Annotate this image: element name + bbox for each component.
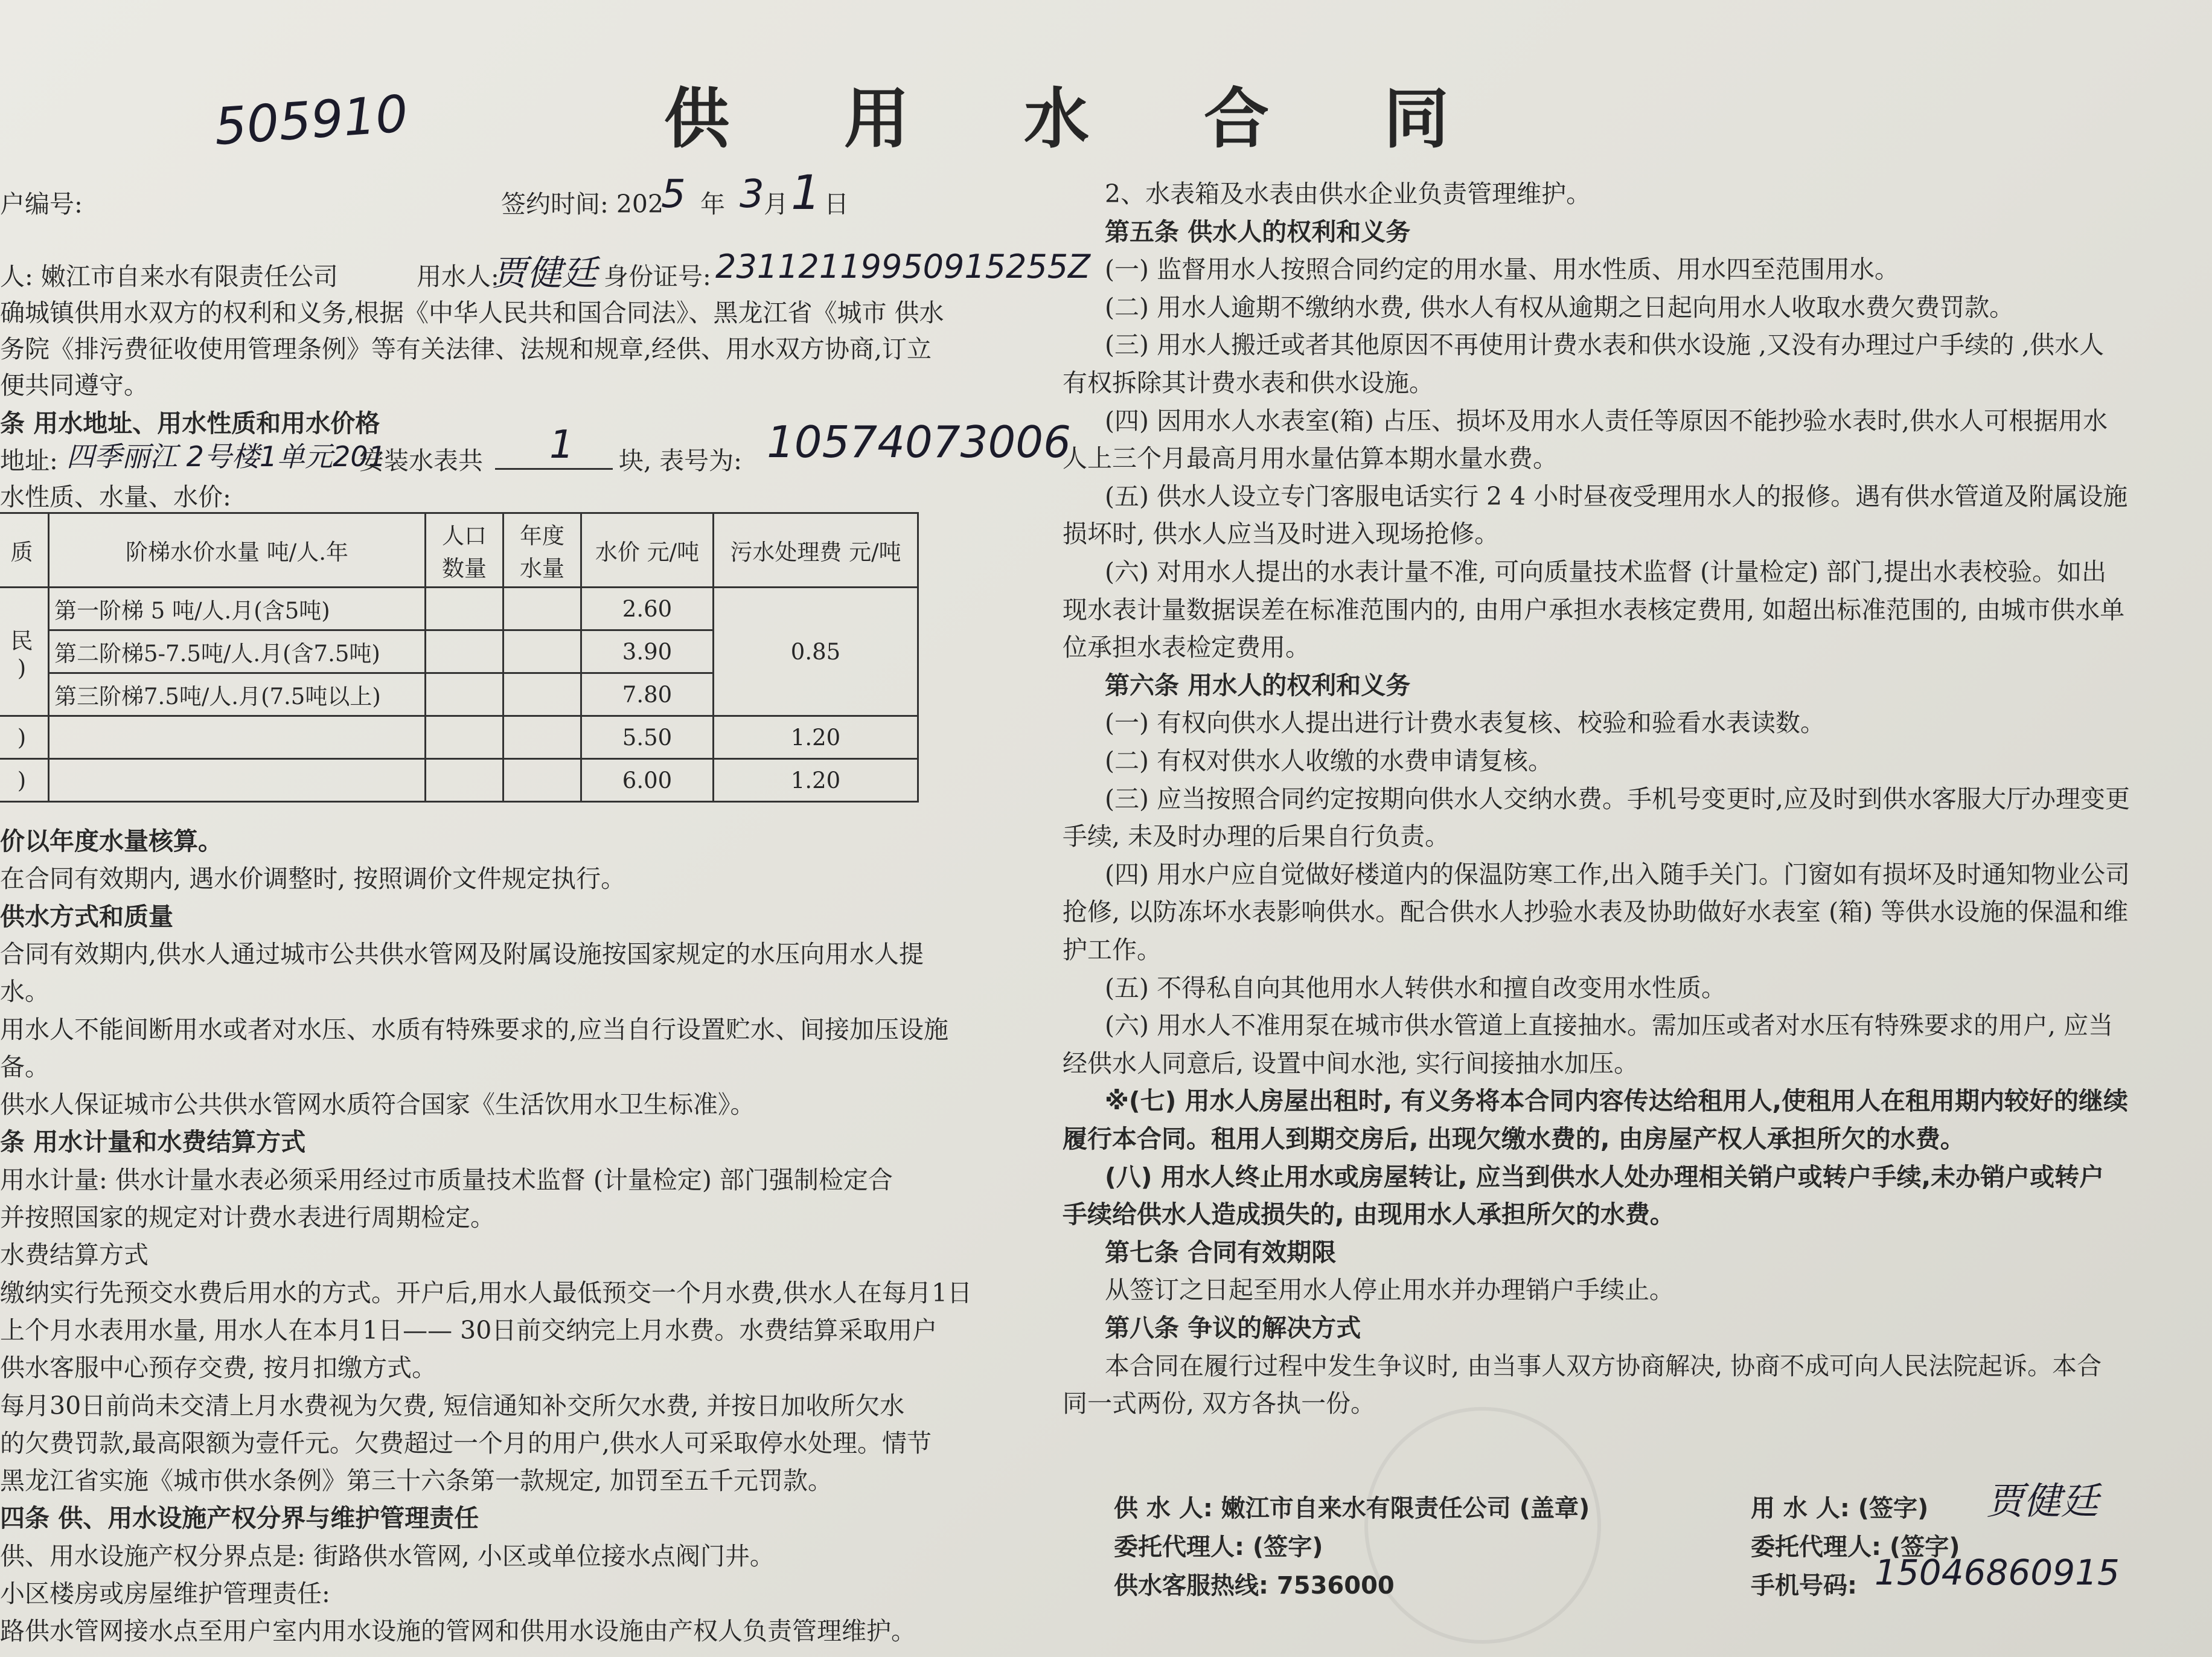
phone-handwritten: 15046860915 — [1875, 1552, 2120, 1593]
document-title: 供用水合同 — [664, 81, 1564, 157]
body-line: (四) 因用水人水表室(箱) 占压、损坏及用水人责任等原因不能抄验水表时,供水人可根据用水 — [1105, 406, 2108, 435]
annual-volume-cell — [503, 716, 581, 759]
body-line: (一) 监督用水人按照合同约定的用水量、用水性质、用水四至范围用水。 — [1105, 255, 1900, 284]
table-row — [0, 588, 918, 630]
year-label: 年 — [700, 190, 725, 219]
header-cell: 阶梯水价水量 吨/人.年 — [49, 513, 426, 588]
sewage-cell: 0.85 — [714, 588, 918, 716]
section-heading: 第六条 用水人的权利和义务 — [1105, 670, 1411, 700]
price-cell: 7.80 — [581, 673, 714, 716]
annual-volume-cell — [503, 759, 581, 802]
body-line: 缴纳实行先预交水费后用水的方式。开户后,用水人最低预交一个月水费,供水人在每月1日 — [0, 1278, 973, 1307]
user-agent-line: 委托代理人: (签字) — [1751, 1533, 1960, 1561]
sign-date-label: 签约时间: 202 — [501, 190, 664, 219]
resident-label: 民 ) — [0, 588, 49, 716]
section-heading: 履行本合同。租用人到期交房后, 出现欠缴水费的, 由房屋产权人承担所欠的水费。 — [1063, 1124, 1965, 1153]
body-line: (三) 应当按照合同约定按期向供水人交纳水费。手机号变更时,应及时到供水客服大厅办理变更 — [1105, 784, 2130, 813]
body-line: 路供水管网接水点至用户室内用水设施的管网和供用水设施由产权人负责管理维护。 — [0, 1617, 916, 1646]
tier-cell — [49, 759, 426, 802]
section-heading: 四条 供、用水设施产权分界与维护管理责任 — [0, 1504, 479, 1533]
body-line: 从签订之日起至用水人停止用水并办理销户手续止。 — [1105, 1275, 1674, 1305]
body-line: 护工作。 — [1063, 935, 1162, 964]
body-line: 现水表计量数据误差在标准范围内的, 由用户承担水表核定费用, 如超出标准范围的, 由城市供水单 — [1063, 595, 2125, 624]
article-1-title: 条 用水地址、用水性质和用水价格 — [0, 409, 380, 438]
intro-line: 便共同遵守。 — [0, 371, 149, 400]
month-label: 月 — [764, 190, 788, 219]
body-line: 水费结算方式 — [0, 1240, 149, 1270]
user-signature-line: 用 水 人: (签字) — [1751, 1495, 1929, 1522]
header-cell: 水价 元/吨 — [581, 513, 714, 588]
install-label: 安装水表共 — [359, 446, 483, 475]
supplier-agent-line: 委托代理人: (签字) — [1114, 1533, 1323, 1561]
supplier-signature-line: 供 水 人: 嫩江市自来水有限责任公司 (盖章) — [1114, 1495, 1590, 1522]
body-line: (二) 用水人逾期不缴纳水费, 供水人有权从逾期之日起向用水人收取水费欠费罚款。 — [1105, 292, 2015, 322]
user-signature-handwritten: 贾健廷 — [1986, 1479, 2099, 1523]
intro-line: 确城镇供用水双方的权利和义务,根据《中华人民共和国合同法》、黑龙江省《城市 供水 — [0, 298, 944, 327]
population-cell — [426, 759, 503, 802]
sign-year: 5 — [661, 172, 686, 217]
population-cell — [426, 673, 503, 716]
body-line: 上个月水表用水量, 用水人在本月1日—— 30日前交纳完上月水费。水费结算采取用户 — [0, 1315, 938, 1345]
address-handwritten: 四季丽江 2号楼1单元201 — [66, 440, 386, 473]
population-cell — [426, 716, 503, 759]
id-number-handwritten: 23112119950915255Z — [715, 248, 1091, 286]
section-heading: 第五条 供水人的权利和义务 — [1105, 217, 1411, 246]
sewage-cell: 1.20 — [714, 759, 918, 802]
body-line: 同一式两份, 双方各执一份。 — [1063, 1389, 1376, 1418]
body-line: 的欠费罚款,最高限额为壹仟元。欠费超过一个月的用户,供水人可采取停水处理。情节 — [0, 1428, 932, 1458]
intro-line: 务院《排污费征收使用管理条例》等有关法律、法规和规章,经供、用水双方协商,订立 — [0, 335, 932, 364]
body-line: 抢修, 以防冻坏水表影响供水。配合供水人抄验水表及协助做好水表室 (箱) 等供水设施的保温和维 — [1063, 897, 2129, 927]
body-line: 损坏时, 供水人应当及时进入现场抢修。 — [1063, 519, 1500, 549]
meter-count-handwritten: 1 — [549, 423, 574, 467]
body-line: 用水计量: 供水计量水表必须采用经过市质量技术监督 (计量检定) 部门强制检定合 — [0, 1165, 893, 1194]
table-header-row — [0, 513, 918, 588]
body-line: (一) 有权向供水人提出进行计费水表复核、校验和验看水表读数。 — [1105, 708, 1826, 738]
sign-month: 3 — [740, 172, 764, 217]
population-cell — [426, 588, 503, 630]
price-cell: 2.60 — [581, 588, 714, 630]
section-heading: ※(七) 用水人房屋出租时, 有义务将本合同内容传达给租用人,使租用人在租用期内较好的继续 — [1105, 1086, 2129, 1116]
population-cell — [426, 630, 503, 673]
price-cell: 3.90 — [581, 630, 714, 673]
section-heading: 价以年度水量核算。 — [0, 827, 223, 856]
body-line: 手续, 未及时办理的后果自行负责。 — [1063, 822, 1450, 851]
header-cell: 污水处理费 元/吨 — [714, 513, 918, 588]
seal-stamp — [1364, 1407, 1601, 1644]
section-heading: 第七条 合同有效期限 — [1105, 1237, 1337, 1267]
body-line: 在合同有效期内, 遇水价调整时, 按照调价文件规定执行。 — [0, 864, 626, 894]
body-line: (五) 不得私自向其他用水人转供水和擅自改变用水性质。 — [1105, 973, 1727, 1002]
body-line: 经供水人同意后, 设置中间水池, 实行间接抽水加压。 — [1063, 1048, 1639, 1078]
body-line: 2、水表箱及水表由供水企业负责管理维护。 — [1105, 179, 1591, 208]
id-label: 身份证号: — [604, 262, 711, 291]
tier-cell: 第二阶梯5-7.5吨/人.月(含7.5吨) — [49, 630, 426, 673]
body-line: (六) 用水人不准用泵在城市供水管道上直接抽水。需加压或者对水压有特殊要求的用户, 应当 — [1105, 1011, 2114, 1040]
section-heading: 手续给供水人造成损失的, 由现用水人承担所欠的水费。 — [1063, 1200, 1675, 1229]
body-line: 每月30日前尚未交清上月水费视为欠费, 短信通知补交所欠水费, 并按日加收所欠水 — [0, 1391, 905, 1420]
user-label: 用水人: — [417, 262, 499, 291]
user-name-handwritten: 贾健廷 — [492, 252, 598, 293]
water-price-table — [0, 512, 919, 803]
hotline-line: 供水客服热线: 7536000 — [1114, 1572, 1395, 1600]
tier-cell: 第一阶梯 5 吨/人.月(含5吨) — [49, 588, 426, 630]
supplier-line: 人: 嫩江市自来水有限责任公司 — [0, 262, 338, 291]
body-line: 黑龙江省实施《城市供水条例》第三十六条第一款规定, 加罚至五千元罚款。 — [0, 1466, 833, 1496]
body-line: 供水人保证城市公共供水管网水质符合国家《生活饮用水卫生标准》。 — [0, 1090, 755, 1120]
header-cell: 人口 数量 — [426, 513, 503, 588]
body-line: 供水客服中心预存交费, 按月扣缴方式。 — [0, 1353, 437, 1383]
price-cell: 5.50 — [581, 716, 714, 759]
body-line: (六) 对用水人提出的水表计量不准, 可向质量技术监督 (计量检定) 部门,提出水表校验。如出 — [1105, 557, 2107, 586]
body-line: 小区楼房或房屋维护管理责任: — [0, 1579, 330, 1608]
body-line: 供、用水设施产权分界点是: 街路供水管网, 小区或单位接水点阀门井。 — [0, 1541, 775, 1571]
body-line: 位承担水表检定费用。 — [1063, 633, 1310, 662]
section-heading: (八) 用水人终止用水或房屋转让, 应当到供水人处办理相关销户或转户手续,未办销户或转户 — [1105, 1162, 2105, 1191]
tier-cell: 第三阶梯7.5吨/人.月(7.5吨以上) — [49, 673, 426, 716]
sign-day: 1 — [791, 166, 821, 220]
section-heading: 第八条 争议的解决方式 — [1105, 1313, 1361, 1342]
address-label: 地址: — [0, 446, 58, 475]
annual-volume-cell — [503, 673, 581, 716]
serial-number: 505910 — [212, 83, 410, 157]
body-line: (二) 有权对供水人收缴的水费申请复核。 — [1105, 746, 1553, 775]
body-line: 人上三个月最高月用水量估算本期水量水费。 — [1063, 444, 1558, 473]
meter-number-handwritten: 10574073006 — [767, 417, 1071, 467]
body-line: 本合同在履行过程中发生争议时, 由当事人双方协商解决, 协商不成可向人民法院起诉。本合 — [1105, 1351, 2102, 1380]
body-line: (五) 供水人设立专门客服电话实行 2 4 小时昼夜受理用水人的报修。遇有供水管道及附属设施 — [1105, 481, 2128, 511]
section-heading: 供水方式和质量 — [0, 902, 173, 931]
phone-label: 手机号码: — [1751, 1572, 1857, 1600]
category-cell: ) — [0, 716, 49, 759]
annual-volume-cell — [503, 588, 581, 630]
body-line: 备。 — [0, 1052, 50, 1082]
category-cell: ) — [0, 759, 49, 802]
annual-volume-cell — [503, 630, 581, 673]
sewage-cell: 1.20 — [714, 716, 918, 759]
tier-cell — [49, 716, 426, 759]
body-line: (四) 用水户应自觉做好楼道内的保温防寒工作,出入随手关门。门窗如有损坏及时通知物业公司 — [1105, 859, 2130, 889]
body-line: 有权拆除其计费水表和供水设施。 — [1063, 368, 1434, 397]
table-row — [0, 759, 918, 802]
day-label: 日 — [824, 190, 849, 219]
meter-no-label: 块, 表号为: — [619, 446, 742, 475]
user-no-label: 户编号: — [0, 190, 83, 219]
body-line: 合同有效期内,供水人通过城市公共供水管网及附属设施按国家规定的水压向用水人提 — [0, 939, 924, 969]
body-line: 并按照国家的规定对计费水表进行周期检定。 — [0, 1203, 495, 1232]
body-line: 水。 — [0, 977, 50, 1007]
body-line: (三) 用水人搬迁或者其他原因不再使用计费水表和供水设施 ,又没有办理过户手续的 ,供水人 — [1105, 330, 2105, 360]
count-underline — [495, 468, 613, 470]
price-cell: 6.00 — [581, 759, 714, 802]
header-cell: 质 — [0, 513, 49, 588]
body-line: 用水人不能间断用水或者对水压、水质有特殊要求的,应当自行设置贮水、间接加压设施 — [0, 1014, 949, 1044]
table-row — [0, 716, 918, 759]
section-heading: 条 用水计量和水费结算方式 — [0, 1127, 306, 1157]
header-cell: 年度 水量 — [503, 513, 581, 588]
nature-label: 水性质、水量、水价: — [0, 482, 231, 511]
